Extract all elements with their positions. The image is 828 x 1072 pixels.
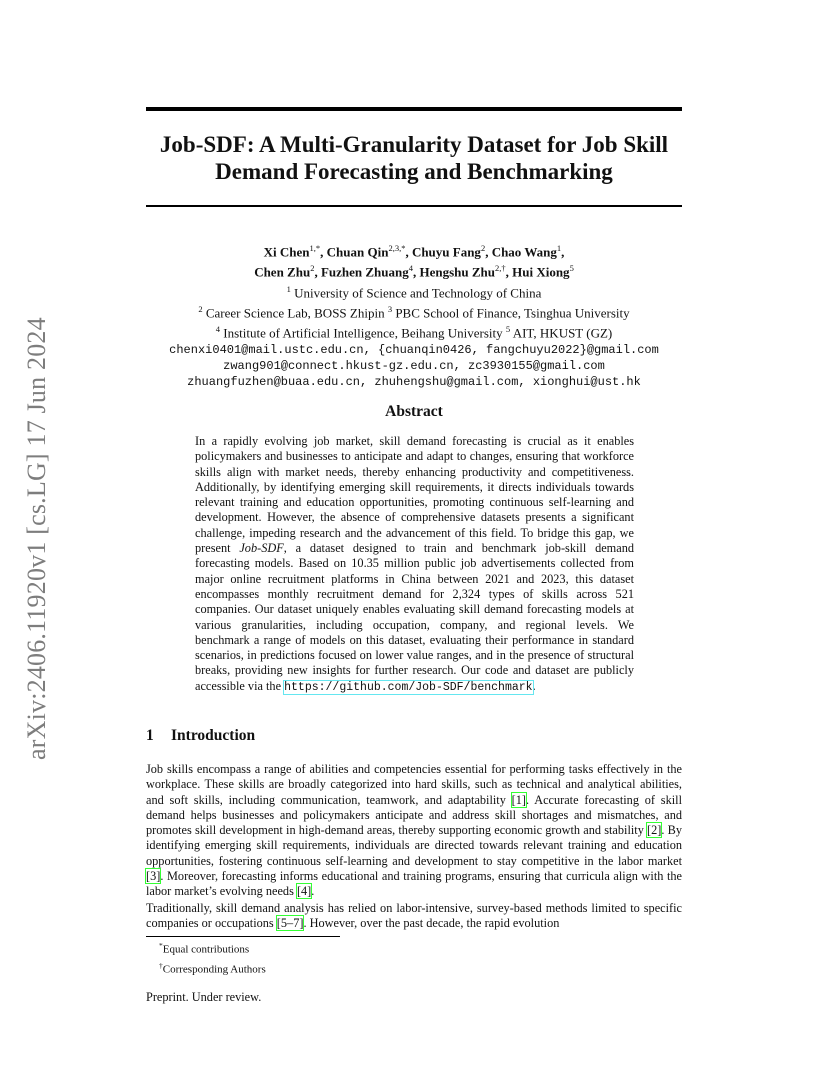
- abstract-heading: Abstract: [385, 403, 443, 420]
- author-name: Chen Zhu: [254, 264, 311, 280]
- citation-link[interactable]: [2]: [647, 823, 662, 838]
- author-affil-sup: 4: [408, 263, 413, 274]
- citation-link[interactable]: [3]: [146, 869, 161, 884]
- author-line-1: [146, 240, 682, 260]
- arxiv-identifier[interactable]: arXiv:2406.11920v1 [cs.LG] 17 Jun 2024: [22, 317, 51, 760]
- author-separator: ,: [314, 264, 321, 280]
- author-affil-sup: 2: [310, 263, 315, 274]
- author-name: Chuan Qin: [326, 244, 389, 260]
- author-affil-sup: 5: [569, 263, 574, 274]
- affil-sup: 2: [198, 303, 203, 314]
- paragraph-text: Job skills encompass a range of abilities and competencies essential for performing tasks effectively in the workplace. These skills are broadly categorized into hard skills, such as technical and analytical abilities, and soft skills, including communication, teamwork, and adaptability: [146, 762, 682, 807]
- affiliation: Institute of Artificial Intelligence, Beihang University: [223, 325, 503, 341]
- affil-sup: 3: [387, 303, 393, 314]
- footnote-equal-contrib: [159, 938, 266, 958]
- dataset-name: Job-SDF: [239, 541, 284, 556]
- email-line-3: zhuangfuzhen@buaa.edu.cn, zhuhengshu@gmail.com, xionghui@ust.hk: [187, 374, 641, 389]
- section-heading-introduction: [146, 727, 255, 745]
- paragraph-text: . Moreover, forecasting informs educational and training programs, ensuring that curricula align with the labor market’s evolving needs: [146, 869, 682, 899]
- author-separator: ,: [485, 244, 492, 260]
- title-bottom-rule: [146, 205, 682, 207]
- author-name: Hengshu Zhu: [419, 264, 495, 280]
- author-name: Xi Chen: [263, 244, 310, 260]
- author-affil-sup: 2,†: [495, 263, 506, 274]
- author-block: [146, 240, 682, 390]
- author-name: Fuzhen Zhuang: [320, 264, 409, 280]
- affiliation: PBC School of Finance, Tsinghua University: [395, 305, 630, 321]
- title-line-2: Demand Forecasting and Benchmarking: [215, 159, 613, 184]
- citation-link[interactable]: [5–7]: [276, 916, 304, 931]
- arxiv-side-stamp: [22, 290, 51, 760]
- affil-sup: 1: [286, 283, 291, 294]
- footnotes: [159, 938, 266, 978]
- author-affil-sup: 2,3,*: [388, 243, 406, 253]
- title-line-1: Job-SDF: A Multi-Granularity Dataset for Job Skill: [159, 132, 669, 157]
- footnote-mark: †: [159, 961, 163, 971]
- benchmark-link[interactable]: https://github.com/Job-SDF/benchmark: [284, 680, 533, 694]
- affil-sup: 5: [505, 324, 511, 335]
- affiliation: University of Science and Technology of China: [294, 284, 542, 300]
- author-name: Chuyu Fang: [411, 244, 481, 260]
- abstract-part: , a dataset designed to train and benchmark job-skill demand forecasting models. Based on 10.35 million public job advertisements collected from major online recruitment platforms in China between 2021 and 2023, this dataset encompasses monthly recruitment demand for 2,324 types of skills across 521 companies. Our dataset uniquely enables evaluating skill demand forecasting models at various granularities, including occupation, company, and regional levels. We benchmark a range of models on this dataset, evaluating their performance in standard scenarios, in predictions focused on lower value ranges, and in the presence of structural breaks, providing new insights for further research. Our code and dataset are publicly accessible via the: [195, 541, 634, 693]
- affiliation: Career Science Lab, BOSS Zhipin: [205, 305, 385, 321]
- author-separator: ,: [320, 244, 327, 260]
- section-title: Introduction: [171, 727, 256, 744]
- footnote-mark: *: [159, 941, 163, 950]
- author-separator: ,: [505, 264, 513, 280]
- affiliation-line-1: [146, 281, 682, 301]
- preprint-notice: Preprint. Under review.: [146, 990, 262, 1004]
- paragraph-text: . By identifying emerging skill requirements, individuals are directed towards relevant training and education opportunities, fostering continuous self-learning and development to stay competitive in the labor market: [146, 823, 683, 868]
- paragraph-text: Traditionally, skill demand analysis has relied on labor-intensive, survey-based methods limited to specific companies or occupations: [146, 901, 682, 931]
- footnote-text: Equal contributions: [162, 943, 250, 956]
- abstract-part: In a rapidly evolving job market, skill demand forecasting is crucial as it enables policymakers and businesses to anticipate and adapt to changes, ensuring that workforce skills align with market needs, thereby enhancing productivity and competitiveness. Additionally, by identifying emerging skill requirements, it directs individuals towards relevant training and education opportunities, promoting continuous self-learning and development. However, the absence of comprehensive datasets presents a significant challenge, impeding research and the advancement of this field. To bridge this gap, we present: [195, 434, 634, 556]
- affiliation-line-2: [146, 301, 682, 321]
- author-separator: ,: [412, 264, 420, 280]
- paper-title: [146, 131, 682, 185]
- citation-link[interactable]: [4]: [296, 884, 312, 899]
- title-top-rule: [146, 107, 682, 111]
- author-affil-sup: 1,*: [309, 243, 321, 253]
- author-name: Chao Wang: [491, 244, 557, 260]
- author-affil-sup: 2: [480, 243, 486, 253]
- email-line-2: zwang901@connect.hkust-gz.edu.cn, zc3930155@gmail.com: [223, 358, 605, 373]
- intro-paragraph-2: [146, 901, 682, 932]
- author-name: Hui Xiong: [512, 264, 570, 280]
- paragraph-text: . However, over the past decade, the rapid evolution: [303, 916, 560, 931]
- affiliation-line-3: [146, 321, 682, 341]
- footnote-rule: [146, 936, 340, 937]
- affil-sup: 4: [215, 324, 220, 335]
- intro-paragraph-1: [146, 762, 682, 900]
- abstract-text: [195, 434, 634, 695]
- section-number: 1: [146, 727, 154, 744]
- footnote-text: Corresponding Authors: [162, 963, 266, 976]
- author-separator: ,: [405, 244, 412, 260]
- author-line-2: [146, 260, 682, 280]
- paragraph-text: . Accurate forecasting of skill demand helps businesses and policymakers anticipate and address skill shortages and mismatches, and promotes skill development in high-demand areas, thereby supporting economic growth and stability: [146, 792, 682, 838]
- abstract-part: .: [532, 678, 536, 693]
- author-affil-sup: 1: [556, 243, 562, 253]
- affiliation: AIT, HKUST (GZ): [512, 325, 613, 341]
- citation-link[interactable]: [1]: [511, 792, 526, 807]
- email-line-1: chenxi0401@mail.ustc.edu.cn, {chuanqin0426, fangchuyu2022}@gmail.com: [169, 342, 659, 357]
- paragraph-text: .: [311, 884, 315, 899]
- footnote-corresponding: [159, 958, 266, 978]
- author-separator: ,: [561, 244, 565, 260]
